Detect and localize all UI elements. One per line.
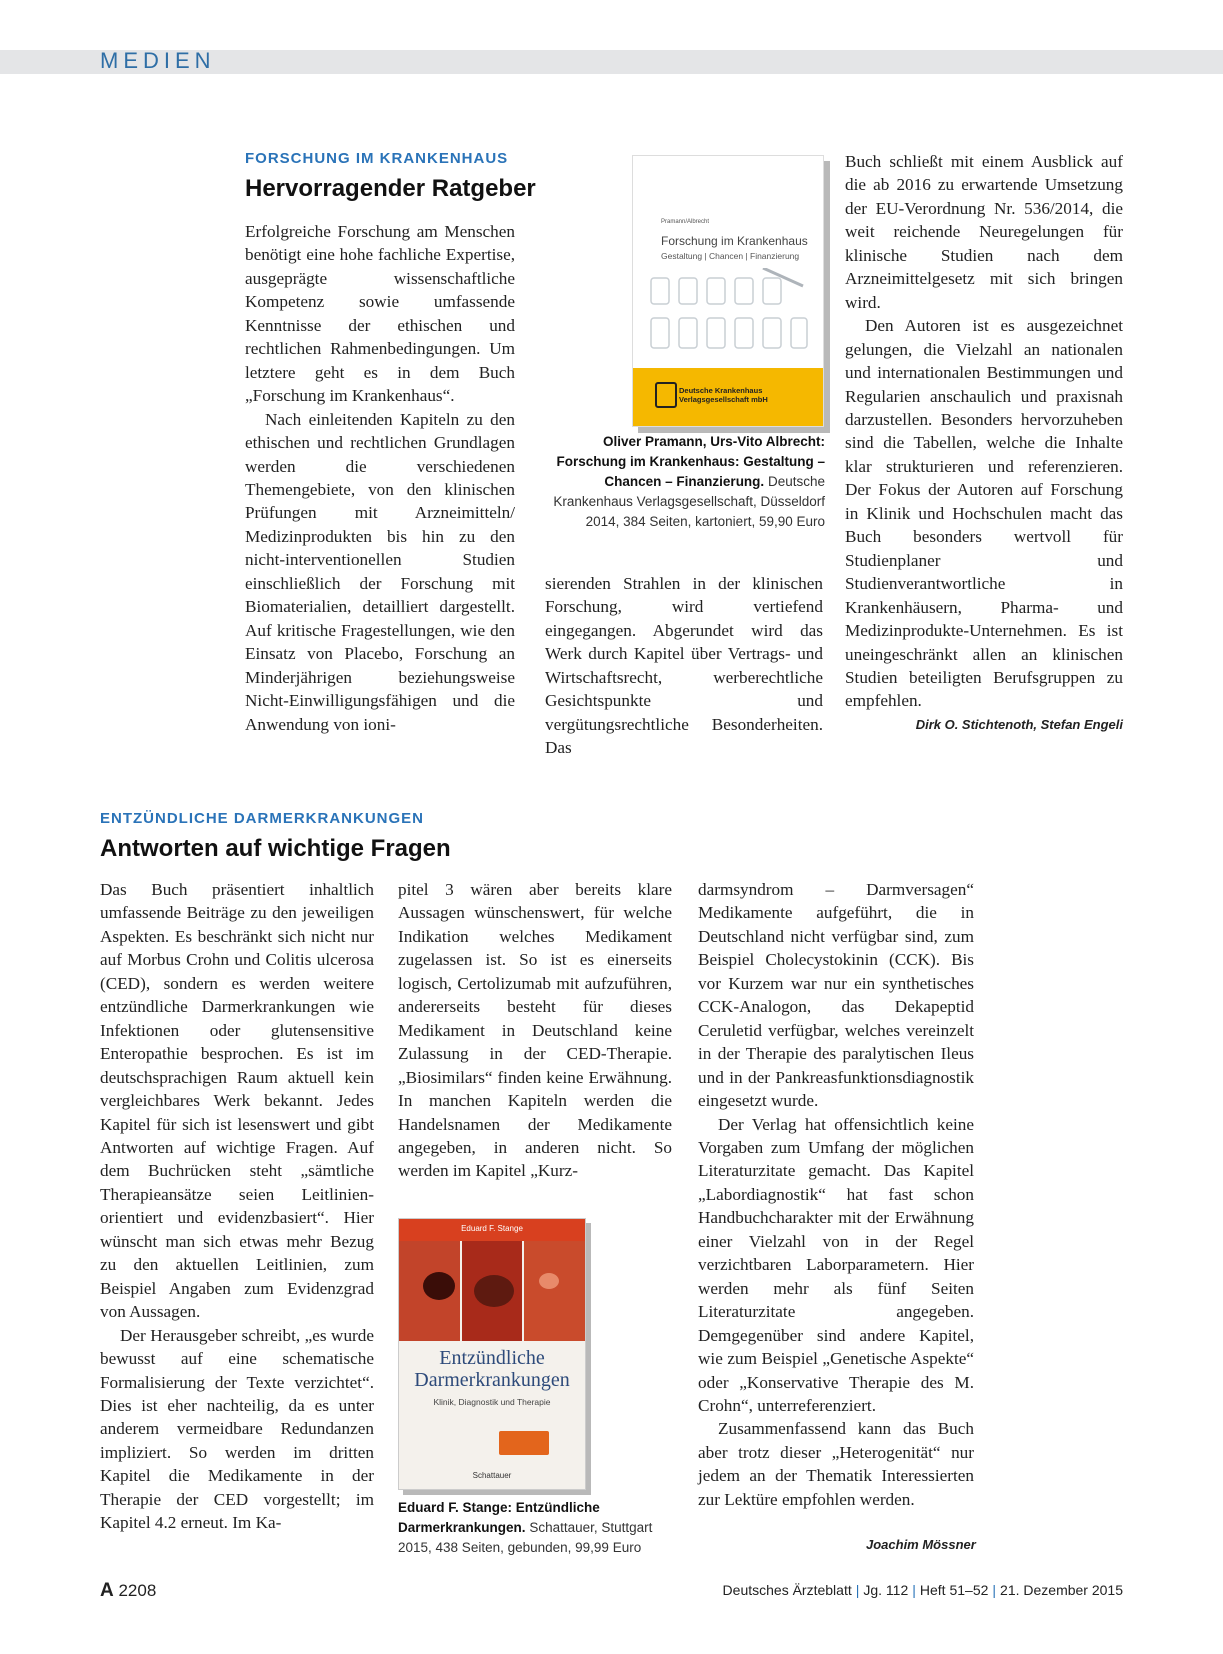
article1-caption xyxy=(535,432,825,532)
paragraph: darmsyndrom – Darmversagen“ Medikamente aufgeführt, die in Deutschland nicht verfügbar sind, zum Beispiel Cholecystokinin (CCK). Bis vor Kurzem war nur ein synthetisches CCK-Analogon, das Dekapeptid Ceruletid verfügbar, welches vereinzelt in der Therapie des paralytischen Ileus und in der Pankreasfunktionsdiagnostik eingesetzt wurde. xyxy=(698,880,974,1111)
article1-column-2 xyxy=(545,572,823,760)
article2-column-1 xyxy=(100,878,374,1535)
publisher-logo-icon xyxy=(655,382,677,408)
journal-date: 21. Dezember 2015 xyxy=(1000,1582,1123,1598)
book-cover-forschung xyxy=(632,155,824,427)
page-prefix: A xyxy=(100,1580,114,1601)
paragraph: Den Autoren ist es ausgezeichnet gelungen, die Vielzahl an nationalen und internationalen Bestimmungen und Regularien anschaulich und praxisnah darzustellen. Besonders hervorzuheben sind die Tabellen, welche die Inhalte klar strukturieren und referenzieren. Der Fokus der Autoren auf Forschung in Klinik und Hochschulen macht das Buch besonders wertvoll für Studienplaner und Studienverantwortliche in Krankenhäusern, Pharma- und Medizinprodukte-Unternehmen. Es ist uneingeschränkt allen an klinischen Studien beteiligten Berufsgruppen zu empfehlen. xyxy=(845,316,1123,711)
paragraph: sierenden Strahlen in der klinischen Forschung, wird vertiefend eingegangen. Abgerundet wird das Werk durch Kapitel über Vertrags- und Wirtschaftsrecht, werberechtliche Gesichtspunkte und vergütungsrechtliche Besonderheiten. Das xyxy=(545,574,823,758)
article2-column-2 xyxy=(398,878,672,1183)
paragraph: Der Verlag hat offensichtlich keine Vorgaben zum Umfang der möglichen Literaturzitate gemacht. Das Kapitel „Labordiagnostik“ hat fast schon Handbuchcharakter mit der Erwähnung einer Vielzahl von in der Regel verzichtbaren Laborparametern. Hier werden mehr als fünf Seiten Literaturzitate angegeben. Demgegenüber sind andere Kapitel, wie zum Beispiel „Genetische Aspekte“ oder „Konservative Therapie des M. Crohn“, unterreferenziert. xyxy=(698,1114,974,1415)
journal-info xyxy=(723,1582,1123,1598)
caption-bold: Eduard F. Stange: Entzündliche Darmerkrankungen. xyxy=(398,1500,600,1535)
paragraph: Das Buch präsentiert inhaltlich umfassende Beiträge zu den jeweiligen Aspekten. Es beschränkt sich nicht nur auf Morbus Crohn und Colitis ulcerosa (CED), sondern es werden weitere entzündliche Darmerkrankungen wie Infektionen oder glutensensitive Enteropathie besprochen. Es ist im deutschsprachigen Raum aktuell kein vergleichbares Werk bekannt. Jedes Kapitel für sich ist lesenswert und gibt Antworten auf wichtige Fragen. Auf dem Buchrücken steht „sämtliche Therapieansätze seien Leitlinien-orientiert und evidenzbasiert“. Hier wünscht man sich etwas mehr Bezug zu den aktuellen Leitlinien, zum Beispiel Angaben zum Evidenzgrad von Aussagen. xyxy=(100,880,374,1322)
caption-details: Schattauer, Stuttgart 2015, 438 Seiten, gebunden, 99,99 Euro xyxy=(398,1520,653,1555)
cover-subtitle: Klinik, Diagnostik und Therapie xyxy=(433,1397,551,1407)
article2-caption xyxy=(398,1498,680,1558)
article2-kicker: ENTZÜNDLICHE DARMERKRANKUNGEN xyxy=(100,810,424,827)
separator: | xyxy=(992,1582,997,1598)
paragraph: Erfolgreiche Forschung am Menschen benötigt eine hohe fachliche Expertise, ausgeprägte wissenschaftliche Kompetenz sowie umfassende Kenntnisse der ethischen und rechtlichen Rahmenbedingungen. Um letztere geht es in dem Buch „Forschung im Krankenhaus“. xyxy=(245,222,515,406)
page-number xyxy=(100,1580,156,1602)
article1-kicker: FORSCHUNG IM KRANKENHAUS xyxy=(245,150,509,167)
page-number-value: 2208 xyxy=(118,1581,157,1600)
cover-publisher: Schattauer xyxy=(472,1471,512,1480)
cover-subtitle: Gestaltung | Chancen | Finanzierung xyxy=(661,251,800,261)
paragraph: Zusammenfassend kann das Buch aber trotz dieser „Heterogenität“ nur jedem an der Thematik Interessierten zur Lektüre empfohlen werden. xyxy=(698,1419,974,1509)
journal-issue: Heft 51–52 xyxy=(919,1582,989,1598)
cover-author: Eduard F. Stange xyxy=(461,1224,523,1233)
cover-author: Pramann/Albrecht xyxy=(661,219,710,225)
cover-sticker xyxy=(499,1431,549,1455)
endoscopy-photo xyxy=(399,1241,585,1341)
article2-author: Joachim Mössner xyxy=(866,1537,976,1552)
article2-column-3 xyxy=(698,878,974,1511)
book-cover-darmerkrankungen xyxy=(398,1218,586,1490)
paragraph: Der Herausgeber schreibt, „es wurde bewusst auf eine schematische Formalisierung der Texte verzichtet“. Dies ist eher nachteilig, da es unter anderem vermeidbare Redundanzen impliziert. So werden im dritten Kapitel die Medikamente in der Therapie der CED vorgestellt; im Kapitel 4.2 erneut. Im Ka- xyxy=(100,1325,374,1533)
cover-title: Forschung im Krankenhaus xyxy=(661,234,808,248)
separator: | xyxy=(855,1582,860,1598)
caption-bold: Oliver Pramann, Urs-Vito Albrecht: Forschung im Krankenhaus: Gestaltung – Chancen – Finanzierung. xyxy=(556,434,825,489)
section-label: MEDIEN xyxy=(100,48,216,73)
cover-publisher-band xyxy=(633,368,823,426)
article1-column-1 xyxy=(245,220,515,736)
glassware-illustration xyxy=(643,268,813,358)
journal-volume: Jg. 112 xyxy=(863,1582,909,1598)
journal-name: Deutsches Ärzteblatt xyxy=(722,1582,852,1598)
caption-details: Deutsche Krankenhaus Verlagsgesellschaft, Düsseldorf 2014, 384 Seiten, kartoniert, 59,90 Euro xyxy=(553,474,825,529)
article2-headline: Antworten auf wichtige Fragen xyxy=(100,835,451,862)
cover-title: Entzündliche Darmerkrankungen xyxy=(414,1347,570,1391)
article1-headline: Hervorragender Ratgeber xyxy=(245,175,536,202)
paragraph: Nach einleitenden Kapiteln zu den ethischen und rechtlichen Grundlagen werden die verschiedenen Themengebiete, von den klinischen Prüfungen mit Arzneimitteln/ Medizinprodukten bis hin zu den nicht-interventionellen Studien einschließlich der Forschung mit Biomaterialien, detailliert dargestellt. Auf kritische Fragestellungen, wie den Einsatz von Placebo, Forschung an Minderjährigen beziehungsweise Nicht-Einwilligungsfähigen und die Anwendung von ioni- xyxy=(245,409,515,734)
paragraph: pitel 3 wären aber bereits klare Aussagen wünschenswert, für welche Indikation welches Medikament zugelassen ist. So ist es einerseits logisch, Certolizumab mit aufzuführen, andererseits besteht für dieses Medikament in Deutschland keine Zulassung in der CED-Therapie. „Biosimilars“ finden keine Erwähnung. In manchen Kapiteln werden die Handelsnamen der Medikamente angegeben, in anderen nicht. So werden im Kapitel „Kurz- xyxy=(398,880,672,1181)
separator: | xyxy=(912,1582,916,1598)
article1-column-3 xyxy=(845,150,1123,713)
article1-author: Dirk O. Stichtenoth, Stefan Engeli xyxy=(915,717,1123,732)
cover-publisher: Deutsche Krankenhaus Verlagsgesellschaft mbH xyxy=(679,386,768,404)
paragraph: Buch schließt mit einem Ausblick auf die ab 2016 zu erwartende Umsetzung der EU-Verordnung Nr. 536/2014, die weit reichende Neuregelungen für klinische Studien nach dem Arzneimittelgesetz mit sich bringen wird. xyxy=(845,152,1123,312)
